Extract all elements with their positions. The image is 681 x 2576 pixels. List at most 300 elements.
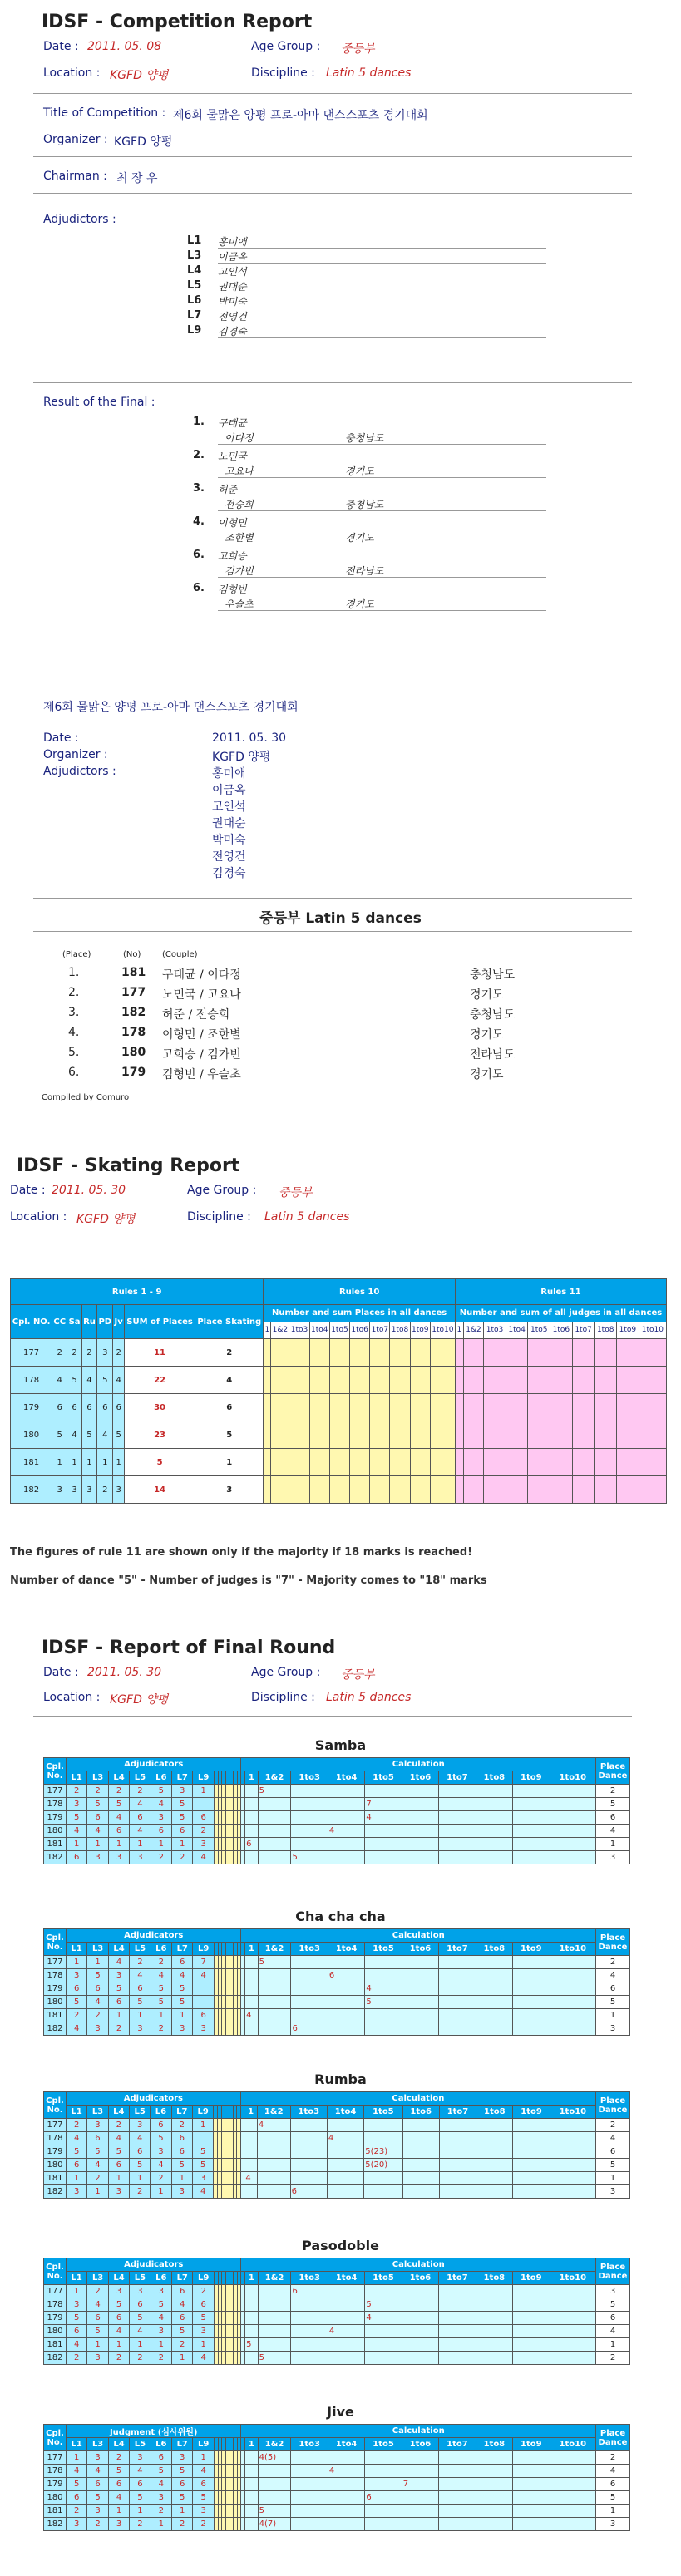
calc-cell xyxy=(439,1785,476,1798)
calc-cell xyxy=(328,2022,364,2036)
adj-rule xyxy=(218,248,546,249)
calc-cell xyxy=(328,2518,364,2531)
summary-region: 충청남도 xyxy=(470,1008,516,1022)
judge-mark: 6 xyxy=(108,2312,129,2325)
judge-mark: 2 xyxy=(151,1851,171,1864)
header-calc-col: 1&2 xyxy=(258,2272,291,2285)
rule11-cell xyxy=(639,1421,666,1449)
calc-cell xyxy=(402,1969,438,1982)
judge-mark: 4 xyxy=(193,2352,214,2365)
header-calc-col: 1&2 xyxy=(271,1322,289,1339)
calc-cell xyxy=(550,2465,595,2478)
comp-title-value: 제6회 물맑은 양평 프로-아마 댄스스포츠 경기대회 xyxy=(173,109,428,122)
calc-cell xyxy=(476,2491,512,2505)
judge-mark: 5 xyxy=(67,2312,87,2325)
calc-cell xyxy=(245,1956,259,1969)
header-judge: L5 xyxy=(130,2438,151,2451)
calc-cell xyxy=(513,1798,550,1811)
calc-cell xyxy=(328,2285,364,2298)
rule10-cell xyxy=(329,1476,349,1504)
place-skating: 2 xyxy=(195,1339,264,1367)
col-no: (No) xyxy=(123,950,141,959)
divider xyxy=(33,382,632,383)
judge-mark: 3 xyxy=(108,2285,129,2298)
calc-cell xyxy=(245,2352,259,2365)
header-judge: L1 xyxy=(67,2438,87,2451)
judge-mark: 6 xyxy=(67,2159,87,2172)
judge-mark: 6 xyxy=(87,2478,108,2491)
calc-cell xyxy=(513,2491,550,2505)
dance-place: 3 xyxy=(113,1476,125,1504)
dance-place: 4 xyxy=(113,1367,125,1394)
judge-mark: 5 xyxy=(67,1811,87,1825)
judge-mark: 2 xyxy=(108,2119,129,2132)
calc-cell xyxy=(245,2451,259,2465)
couple-no: 179 xyxy=(44,2312,67,2325)
calc-cell xyxy=(258,2285,291,2298)
calc-cell xyxy=(291,1811,328,1825)
dance-name: Cha cha cha xyxy=(295,1909,386,1924)
comp-date-label: Date : xyxy=(43,40,79,53)
calc-cell xyxy=(550,2478,595,2491)
judge-mark: 6 xyxy=(67,2491,87,2505)
calc-cell xyxy=(290,2132,327,2145)
calc-cell xyxy=(402,2518,438,2531)
calc-cell xyxy=(550,1825,595,1838)
summary-region: 경기도 xyxy=(470,988,504,1002)
header-calc-col: 1to10 xyxy=(430,1322,455,1339)
calc-cell xyxy=(258,2312,291,2325)
rule11-cell xyxy=(572,1421,595,1449)
header-calc-col: 1to9 xyxy=(513,1771,550,1785)
judge-mark: 4 xyxy=(108,2132,129,2145)
summary-place: 6. xyxy=(68,1066,80,1079)
dance-place: 1 xyxy=(52,1449,67,1476)
judge-mark: 6 xyxy=(172,2478,193,2491)
rule11-cell xyxy=(463,1394,483,1421)
rule11-cell xyxy=(595,1339,617,1367)
calc-cell xyxy=(245,2022,259,2036)
header-calc-col: 1to4 xyxy=(506,1322,528,1339)
header-calc-col: 1to7 xyxy=(439,1943,476,1956)
judge-mark: 6 xyxy=(108,1996,129,2009)
judge-mark: 3 xyxy=(87,2352,108,2365)
summary-adjudicator: 홍미애 xyxy=(212,767,246,781)
result-rule xyxy=(218,510,546,511)
header-judge: L5 xyxy=(130,1771,151,1785)
judge-mark: 5 xyxy=(193,2491,214,2505)
header-calc-col: 1to3 xyxy=(484,1322,506,1339)
place-dance: 1 xyxy=(596,2009,630,2022)
header-adj: Adjudicators xyxy=(67,1929,241,1943)
calc-cell xyxy=(291,2325,328,2338)
rule10-cell xyxy=(289,1449,309,1476)
judge-mark: 5 xyxy=(67,1996,87,2009)
dance-place: 3 xyxy=(97,1339,113,1367)
calc-cell xyxy=(550,1851,595,1864)
calc-cell xyxy=(439,2285,476,2298)
header-adj: Adjudicators xyxy=(67,1758,241,1771)
summary-adj-label: Adjudictors : xyxy=(43,765,116,778)
rule11-cell xyxy=(506,1449,528,1476)
judge-mark xyxy=(192,2132,213,2145)
rule11-cell xyxy=(595,1421,617,1449)
place-dance: 2 xyxy=(596,2352,630,2365)
calc-value: 7 xyxy=(365,1798,402,1811)
summary-adjudicator: 전영건 xyxy=(212,850,246,864)
rule10-cell xyxy=(271,1449,289,1476)
header-calc-col: 1 xyxy=(245,2438,259,2451)
calc-cell xyxy=(328,2312,364,2325)
calc-cell xyxy=(550,1811,595,1825)
result-region: 전라남도 xyxy=(345,565,384,577)
header-place: Place Dance xyxy=(596,2092,630,2119)
header-calc: Calculation xyxy=(241,1929,596,1943)
comp-chair: 최 장 우 xyxy=(116,172,158,185)
judge-mark: 1 xyxy=(130,2505,151,2518)
rule10-cell xyxy=(271,1421,289,1449)
judge-mark: 5 xyxy=(67,2145,87,2159)
result-place: 3. xyxy=(193,482,205,495)
calc-cell xyxy=(550,2022,595,2036)
dance-place: 4 xyxy=(97,1421,113,1449)
couple-no: 179 xyxy=(44,2145,67,2159)
judge-mark: 2 xyxy=(87,1785,108,1798)
header-calc: Calculation xyxy=(241,2425,596,2438)
judge-mark: 4 xyxy=(192,2185,213,2199)
calc-cell xyxy=(291,1798,328,1811)
place-skating: 5 xyxy=(195,1421,264,1449)
rule11-cell xyxy=(506,1476,528,1504)
header-rules11-sub: Number and sum of all judges in all dances xyxy=(455,1305,666,1322)
calc-cell xyxy=(513,2312,550,2325)
summary-couple: 구태균 / 이다정 xyxy=(162,968,241,982)
rule10-cell xyxy=(309,1394,329,1421)
calc-value: 4 xyxy=(245,2009,259,2022)
calc-value: 5 xyxy=(258,2352,291,2365)
rule10-cell xyxy=(309,1339,329,1367)
calc-cell xyxy=(513,2172,550,2185)
header-calc-col: 1to4 xyxy=(328,2438,364,2451)
judge-mark: 3 xyxy=(108,2185,129,2199)
calc-cell xyxy=(402,2465,438,2478)
judge-mark: 6 xyxy=(172,1825,193,1838)
header-calc: Calculation xyxy=(241,2258,596,2272)
judge-mark: 6 xyxy=(130,1811,151,1825)
dance-place: 3 xyxy=(81,1476,96,1504)
judge-mark: 4 xyxy=(130,1969,151,1982)
calc-cell xyxy=(257,2132,290,2145)
result-place: 2. xyxy=(193,449,205,461)
judge-mark: 2 xyxy=(172,2338,193,2352)
judge-mark: 5 xyxy=(130,1996,151,2009)
summary-couple: 김형빈 / 우슬초 xyxy=(162,1068,241,1081)
judge-mark: 1 xyxy=(151,2338,171,2352)
sum-places: 30 xyxy=(125,1394,195,1421)
calc-cell xyxy=(245,1798,259,1811)
judge-mark: 4 xyxy=(87,2159,108,2172)
judge-mark: 3 xyxy=(171,2185,192,2199)
header-calc-col: 1to4 xyxy=(328,1771,364,1785)
calc-cell xyxy=(244,2159,257,2172)
adj-name: 이금옥 xyxy=(218,251,247,263)
couple-no: 177 xyxy=(44,2119,67,2132)
header-judge: L3 xyxy=(87,1771,108,1785)
judge-mark: 4 xyxy=(151,2159,171,2172)
header-calc-col: 1to9 xyxy=(513,2438,550,2451)
adj-code: L9 xyxy=(187,324,202,337)
rule11-cell xyxy=(572,1394,595,1421)
dance-name: Samba xyxy=(314,1737,367,1753)
judge-mark: 6 xyxy=(130,1982,151,1996)
judge-mark: 5 xyxy=(172,1811,193,1825)
comp-loc-label: Location : xyxy=(43,66,101,80)
header-calc-col: 1 xyxy=(245,1771,259,1785)
calc-cell xyxy=(476,2338,512,2352)
rule11-cell xyxy=(595,1394,617,1421)
dance-place: 1 xyxy=(113,1449,125,1476)
rule11-cell xyxy=(484,1476,506,1504)
header-cpl: Cpl. No. xyxy=(44,2258,67,2285)
calc-cell xyxy=(327,2145,363,2159)
header-judge: L4 xyxy=(108,1771,129,1785)
judge-mark: 4 xyxy=(193,1969,214,1982)
header-calc-col: 1to8 xyxy=(476,2438,512,2451)
calc-cell xyxy=(476,2518,512,2531)
rule10-cell xyxy=(289,1421,309,1449)
judge-mark: 6 xyxy=(108,1825,129,1838)
header-calc-col: 1to6 xyxy=(402,2106,439,2119)
judge-mark: 5 xyxy=(151,1785,171,1798)
judge-mark: 1 xyxy=(193,2451,214,2465)
comp-adj-label: Adjudictors : xyxy=(43,213,116,226)
header-place: Place Dance xyxy=(596,2258,630,2285)
judge-mark: 3 xyxy=(151,2491,171,2505)
judge-mark: 2 xyxy=(130,2518,151,2531)
header-judge: L7 xyxy=(172,2272,193,2285)
calc-cell xyxy=(476,1811,512,1825)
calc-cell xyxy=(513,2505,550,2518)
judge-mark: 3 xyxy=(172,1785,193,1798)
calc-cell xyxy=(550,2132,595,2145)
judge-mark: 2 xyxy=(108,2451,129,2465)
header-calc-col: 1to6 xyxy=(402,1943,438,1956)
comp-title: IDSF - Competition Report xyxy=(42,12,313,32)
judge-mark: 5 xyxy=(151,2132,171,2145)
rule10-cell xyxy=(309,1476,329,1504)
header-judge: L9 xyxy=(192,2106,213,2119)
rule11-cell xyxy=(455,1367,463,1394)
judge-mark: 3 xyxy=(108,1851,129,1864)
calc-cell xyxy=(439,2298,476,2312)
rule11-cell xyxy=(572,1449,595,1476)
rule11-cell xyxy=(617,1367,639,1394)
place-dance: 6 xyxy=(596,2145,630,2159)
header-judge: L6 xyxy=(151,1943,171,1956)
judge-mark: 4 xyxy=(129,2132,150,2145)
dance-place: 3 xyxy=(52,1476,67,1504)
calc-cell xyxy=(402,1996,438,2009)
judge-mark: 2 xyxy=(151,2505,171,2518)
summary-adjudicator: 이금옥 xyxy=(212,784,246,797)
rule11-cell xyxy=(463,1421,483,1449)
couple-no: 182 xyxy=(44,1851,67,1864)
place-dance: 1 xyxy=(596,2338,630,2352)
header-calc-col: 1to10 xyxy=(639,1322,666,1339)
header-judge: L4 xyxy=(108,1943,129,1956)
calc-cell xyxy=(439,2338,476,2352)
judge-mark: 6 xyxy=(171,2132,192,2145)
calc-cell xyxy=(402,2325,438,2338)
skating-table xyxy=(10,1278,667,1504)
judge-mark: 4 xyxy=(130,1798,151,1811)
calc-cell xyxy=(290,2172,327,2185)
rule10-cell xyxy=(264,1476,271,1504)
place-dance: 5 xyxy=(596,2298,630,2312)
calc-cell xyxy=(328,2352,364,2365)
place-dance: 6 xyxy=(596,1982,630,1996)
judge-mark: 2 xyxy=(129,2185,150,2199)
rule10-cell xyxy=(430,1421,455,1449)
calc-cell xyxy=(328,1956,364,1969)
header-calc-col: 1to9 xyxy=(617,1322,639,1339)
header-rules19: Rules 1 - 9 xyxy=(11,1279,264,1305)
calc-value: 6 xyxy=(291,2022,328,2036)
dance-place: 2 xyxy=(52,1339,67,1367)
calc-cell xyxy=(365,1851,402,1864)
final-disc-label: Discipline : xyxy=(251,1691,315,1704)
rule11-cell xyxy=(463,1476,483,1504)
calc-cell xyxy=(439,2022,476,2036)
calc-value: 6 xyxy=(290,2185,327,2199)
rule11-cell xyxy=(572,1476,595,1504)
summary-couple: 고희승 / 김가빈 xyxy=(162,1048,241,1061)
couple-no: 177 xyxy=(44,2285,67,2298)
calc-cell xyxy=(513,2338,550,2352)
couple-no: 178 xyxy=(44,2132,67,2145)
calc-cell xyxy=(476,2119,513,2132)
judge-mark: 3 xyxy=(87,2505,108,2518)
rule11-cell xyxy=(528,1421,550,1449)
judge-mark: 2 xyxy=(67,2119,87,2132)
header-calc-col: 1to5 xyxy=(365,1943,402,1956)
final-loc: KGFD 양평 xyxy=(110,1693,169,1707)
judge-mark: 4 xyxy=(108,2325,129,2338)
calc-cell xyxy=(328,2338,364,2352)
result-partner-1: 노민국 xyxy=(218,451,247,462)
header-cpl: Cpl. No. xyxy=(44,1758,67,1785)
calc-cell xyxy=(328,1811,364,1825)
header-place: Place Dance xyxy=(596,2425,630,2451)
summary-title: 제6회 물맑은 양평 프로-아마 댄스스포츠 경기대회 xyxy=(43,701,299,714)
calc-cell xyxy=(550,2505,595,2518)
header-calc-col: 1to4 xyxy=(328,1943,364,1956)
judge-mark: 6 xyxy=(193,2298,214,2312)
judge-mark: 1 xyxy=(67,2451,87,2465)
result-partner-1: 이형민 xyxy=(218,517,247,529)
rule10-cell xyxy=(264,1339,271,1367)
judge-mark: 4 xyxy=(151,1969,171,1982)
calc-value: 4 xyxy=(328,2325,364,2338)
rule11-cell xyxy=(572,1339,595,1367)
comp-org: KGFD 양평 xyxy=(114,135,173,149)
rule11-cell xyxy=(528,1367,550,1394)
calc-cell xyxy=(439,1956,476,1969)
calc-cell xyxy=(439,1798,476,1811)
header-judge: L7 xyxy=(172,2438,193,2451)
summary-adjudicator: 권대순 xyxy=(212,817,246,830)
judge-mark: 2 xyxy=(67,2505,87,2518)
judge-mark: 6 xyxy=(172,2285,193,2298)
rule11-cell xyxy=(550,1339,573,1367)
place-dance: 5 xyxy=(596,1996,630,2009)
header-calc-col: 1&2 xyxy=(258,1771,291,1785)
place-dance: 6 xyxy=(596,1811,630,1825)
judge-mark: 3 xyxy=(67,1969,87,1982)
judge-mark: 2 xyxy=(87,2172,108,2185)
calc-cell xyxy=(258,2022,291,2036)
adj-code: L3 xyxy=(187,249,202,262)
result-place: 1. xyxy=(193,416,205,428)
judge-mark: 3 xyxy=(172,2451,193,2465)
judge-mark: 5 xyxy=(192,2145,213,2159)
calc-cell xyxy=(245,1785,259,1798)
comp-chair-label: Chairman : xyxy=(43,170,107,183)
header-sum: SUM of Places xyxy=(125,1305,195,1339)
calc-cell xyxy=(365,1956,402,1969)
rule11-cell xyxy=(484,1367,506,1394)
adj-code: L5 xyxy=(187,279,202,292)
calc-cell xyxy=(550,1956,595,1969)
result-partner-2: 고요나 xyxy=(225,465,254,477)
rule10-cell xyxy=(370,1394,390,1421)
calc-cell xyxy=(476,2132,513,2145)
calc-cell xyxy=(402,2505,438,2518)
judge-mark: 6 xyxy=(87,1982,108,1996)
calc-cell xyxy=(245,2325,259,2338)
calc-cell xyxy=(258,2338,291,2352)
header-calc-col: 1to3 xyxy=(289,1322,309,1339)
calc-cell xyxy=(257,2145,290,2159)
calc-cell xyxy=(257,2185,290,2199)
judge-mark: 6 xyxy=(87,1811,108,1825)
header-calc-col: 1 xyxy=(245,2272,259,2285)
calc-cell xyxy=(439,2172,476,2185)
judge-mark: 4 xyxy=(67,2338,87,2352)
header-calc-col: 1to8 xyxy=(476,2272,512,2285)
judge-mark: 5 xyxy=(108,2465,129,2478)
couple-no: 181 xyxy=(44,2009,67,2022)
calc-cell xyxy=(290,2119,327,2132)
header-calc-col: 1&2 xyxy=(463,1322,483,1339)
calc-cell xyxy=(476,2325,512,2338)
dance-place: 6 xyxy=(81,1394,96,1421)
header-calc-col: 1to5 xyxy=(528,1322,550,1339)
calc-cell xyxy=(291,2478,328,2491)
dance-table xyxy=(43,2091,630,2199)
calc-cell xyxy=(402,1785,438,1798)
result-region: 충청남도 xyxy=(345,432,384,444)
judge-mark: 2 xyxy=(67,1785,87,1798)
judge-mark: 5 xyxy=(87,1969,108,1982)
calc-cell xyxy=(245,2312,259,2325)
rule11-cell xyxy=(506,1367,528,1394)
calc-cell xyxy=(550,1969,595,1982)
calc-cell xyxy=(244,2132,257,2145)
calc-cell xyxy=(439,2505,476,2518)
calc-cell xyxy=(402,2022,438,2036)
rule11-cell xyxy=(484,1449,506,1476)
